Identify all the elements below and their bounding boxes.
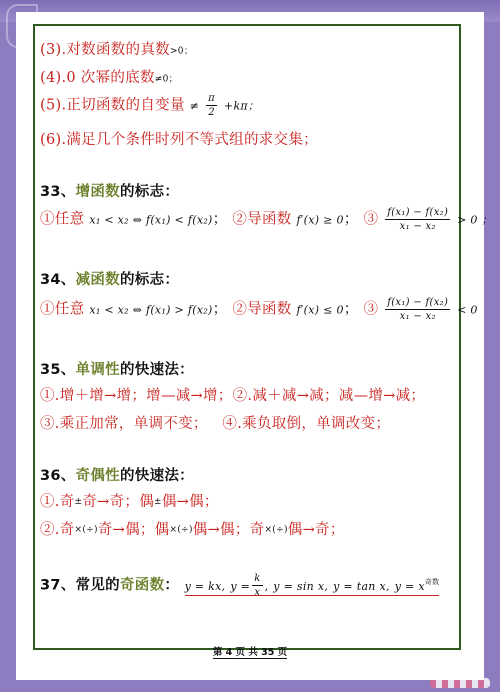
s37-frac-den: x <box>254 587 261 598</box>
page-number-text: 第 4 页 共 35 页 <box>212 647 288 658</box>
section-37-number: 37、 <box>40 577 76 594</box>
section-35-rule-line-1 <box>40 384 425 405</box>
s34-criterion-1-formula: x₁ < x₂ ⇔ f(x₁) > f(x₂) <box>89 303 213 317</box>
item-5-neq: ≠ <box>189 99 200 113</box>
s36-line-1-b: 奇→奇；偶 <box>82 494 155 510</box>
s34-criterion-2-formula: f′(x) ≤ 0 <box>296 303 344 317</box>
s36-line-2-op-1: ×(÷) <box>74 525 98 535</box>
s36-line-2-d: 偶→奇； <box>287 522 345 538</box>
s37-formula-sin: y = sin x, <box>273 579 329 593</box>
section-34-criteria <box>40 296 478 323</box>
item-5-frac-num: π <box>208 93 215 104</box>
section-36-title-tail: 的快速法： <box>119 468 194 484</box>
item-3-condition: >0； <box>169 46 194 57</box>
s33-criterion-1-mark: ①任意 <box>40 211 85 228</box>
s36-line-2-a: ②.奇 <box>40 522 75 538</box>
item-5-tail: +kπ； <box>223 99 260 113</box>
s34-frac-num: f(x₁) − f(x₂) <box>387 297 449 308</box>
s34-criterion-3-mark: ③ <box>363 301 379 318</box>
section-34-heading <box>40 268 179 289</box>
section-33-title-tail: 的标志： <box>119 184 180 200</box>
s37-formula-tan: y = tan x, <box>333 579 390 593</box>
item-3-text: (3).对数函数的真数 <box>40 42 170 58</box>
s33-criterion-2-formula: f′(x) ≥ 0 <box>296 213 344 227</box>
s36-line-2-c: 偶→偶；奇 <box>192 522 265 538</box>
section-36-heading <box>40 464 194 485</box>
s33-frac-den: x₁ − x₂ <box>399 221 436 232</box>
section-36-number: 36、 <box>40 468 76 484</box>
section-34-keyword: 减函数 <box>75 272 120 288</box>
s34-criterion-1-end: ； <box>212 301 228 318</box>
s35-line-2-text: ③.乘正加常，单调不变； ④.乘负取倒，单调改变； <box>40 416 391 432</box>
s37-formula-k-over-x-fraction <box>252 572 262 599</box>
item-4-condition: ≠0； <box>154 74 178 85</box>
section-37-keyword: 奇函数 <box>119 577 165 594</box>
section-34-number: 34、 <box>40 272 76 288</box>
section-35-number: 35、 <box>40 362 76 378</box>
page-number-footer <box>0 644 500 658</box>
s36-line-2-b: 奇→偶；偶 <box>97 522 170 538</box>
s33-criterion-3-fraction <box>385 206 450 233</box>
item-5-text: (5).正切函数的自变量 <box>40 97 185 114</box>
section-35-rule-line-2 <box>40 412 390 433</box>
s37-formula-power: y = x <box>394 579 425 593</box>
s34-criterion-2-end: ； <box>343 301 359 318</box>
item-5-fraction <box>206 92 217 119</box>
s37-formula-kx: y = kx, <box>184 579 226 593</box>
section-35-keyword: 单调性 <box>75 362 120 378</box>
section-36-keyword: 奇偶性 <box>75 468 120 484</box>
s34-criterion-2-mark: ②导函数 <box>232 301 292 318</box>
item-4 <box>40 66 178 87</box>
section-33-heading <box>40 180 179 201</box>
s36-line-2-op-3: ×(÷) <box>264 525 288 535</box>
section-37-colon: ： <box>164 577 180 594</box>
s36-line-1-op-1: ± <box>74 497 83 507</box>
section-33-keyword: 增函数 <box>75 184 120 200</box>
section-35-heading <box>40 358 194 379</box>
s33-criterion-2-mark: ②导函数 <box>232 211 292 228</box>
s37-formula-k-over-x-lhs: y = <box>230 579 251 593</box>
s34-criterion-1-mark: ①任意 <box>40 301 85 318</box>
item-6 <box>40 128 318 149</box>
s33-frac-num: f(x₁) − f(x₂) <box>387 207 449 218</box>
s33-criterion-3-mark: ③ <box>363 211 379 228</box>
s33-criterion-1-formula: x₁ < x₂ ⇔ f(x₁) < f(x₂) <box>89 213 213 227</box>
section-37-formulas <box>184 573 440 598</box>
s37-formula-k-over-x-end: , <box>264 579 269 593</box>
section-37-heading <box>40 572 439 599</box>
section-35-title-tail: 的快速法： <box>119 362 194 378</box>
s36-line-1-op-2: ± <box>154 497 162 507</box>
s36-line-1-a: ①.奇 <box>40 494 75 510</box>
s34-frac-den: x₁ − x₂ <box>399 311 436 322</box>
s34-criterion-3-fraction <box>385 296 450 323</box>
s33-criterion-2-end: ； <box>343 211 359 228</box>
s37-formula-power-exponent: 奇数 <box>424 577 440 586</box>
item-6-text: (6).满足几个条件时列不等式组的求交集； <box>40 132 318 148</box>
s34-criterion-3-tail: < 0 <box>457 303 478 317</box>
section-37-prefix: 常见的 <box>75 577 120 594</box>
s33-criterion-1-end: ； <box>212 211 228 228</box>
s37-frac-num: k <box>254 573 261 584</box>
s36-line-2-op-2: ×(÷) <box>169 525 193 535</box>
item-5-frac-den: 2 <box>208 107 215 118</box>
s35-line-1-text: ①.增＋增→增；增—减→增；②.减＋减→减；减—增→减； <box>40 388 426 404</box>
item-4-text: (4).0 次幂的底数 <box>40 70 155 86</box>
item-3 <box>40 38 193 59</box>
s36-line-1-c: 偶→偶； <box>161 494 219 510</box>
section-36-rule-line-1 <box>40 490 219 511</box>
section-33-number: 33、 <box>40 184 76 200</box>
section-33-criteria <box>40 206 493 233</box>
section-36-rule-line-2 <box>40 518 345 539</box>
section-34-title-tail: 的标志： <box>119 272 180 288</box>
item-5 <box>40 92 259 119</box>
s33-criterion-3-tail: > 0 ； <box>457 213 493 227</box>
